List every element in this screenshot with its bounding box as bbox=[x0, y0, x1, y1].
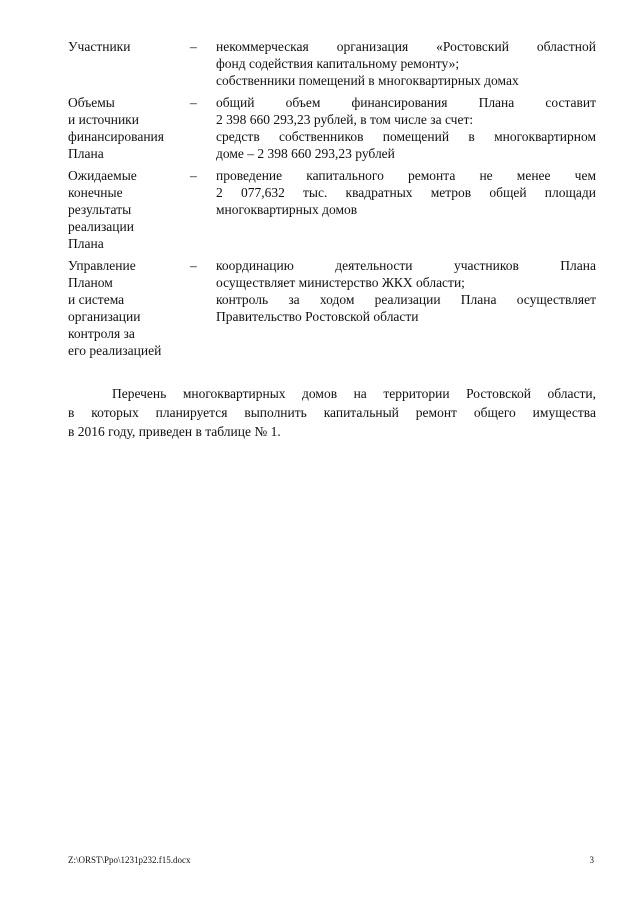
content-line: 2 398 660 293,23 рублей, в том числе за счет: bbox=[216, 112, 474, 127]
row-content bbox=[216, 257, 596, 359]
row-dash: – bbox=[190, 39, 197, 54]
content-line: многоквартирных домов bbox=[216, 202, 358, 217]
content-line: Правительство Ростовской области bbox=[216, 309, 419, 324]
content-line: фонд содействия капитальному ремонту»; bbox=[216, 56, 460, 71]
content-line: собственники помещений в многоквартирных домах bbox=[216, 73, 519, 88]
passport-row-management bbox=[68, 257, 596, 359]
content-line: проведение капитального ремонта не менее чем bbox=[216, 168, 596, 183]
row-dash: – bbox=[190, 258, 197, 273]
passport-row-financing bbox=[68, 94, 596, 162]
row-label: Управление Планом и система организации контроля за его реализацией bbox=[68, 258, 162, 358]
paragraph-line: Перечень многоквартирных домов на территории Ростовской области, bbox=[112, 386, 596, 401]
content-line: 2 077,632 тыс. квадратных метров общей площади bbox=[216, 185, 596, 200]
content-line: некоммерческая организация «Ростовский областной bbox=[216, 39, 596, 54]
body-paragraph bbox=[68, 384, 596, 441]
content-line: средств собственников помещений в многоквартирном bbox=[216, 129, 596, 144]
plan-passport-table bbox=[68, 38, 596, 364]
row-content bbox=[216, 167, 596, 252]
paragraph-line: в которых планируется выполнить капитальный ремонт общего имущества bbox=[68, 405, 596, 420]
content-line: общий объем финансирования Плана составит bbox=[216, 95, 596, 110]
content-line: координацию деятельности участников Плана bbox=[216, 258, 596, 273]
page-number: 3 bbox=[589, 855, 594, 865]
paragraph-line: в 2016 году, приведен в таблице № 1. bbox=[68, 424, 281, 439]
passport-row-participants bbox=[68, 38, 596, 89]
content-line: контроль за ходом реализации Плана осуществляет bbox=[216, 292, 596, 307]
row-label: Ожидаемые конечные результаты реализации Плана bbox=[68, 168, 137, 251]
row-label: Участники bbox=[68, 39, 131, 54]
row-content bbox=[216, 38, 596, 89]
passport-row-results bbox=[68, 167, 596, 252]
row-dash: – bbox=[190, 168, 197, 183]
row-content bbox=[216, 94, 596, 162]
content-line: осуществляет министерство ЖКХ области; bbox=[216, 275, 465, 290]
content-line: доме – 2 398 660 293,23 рублей bbox=[216, 146, 395, 161]
row-label: Объемы и источники финансирования Плана bbox=[68, 95, 164, 161]
row-dash: – bbox=[190, 95, 197, 110]
footer-file-path: Z:\ORST\Ppo\1231p232.f15.docx bbox=[68, 855, 191, 865]
